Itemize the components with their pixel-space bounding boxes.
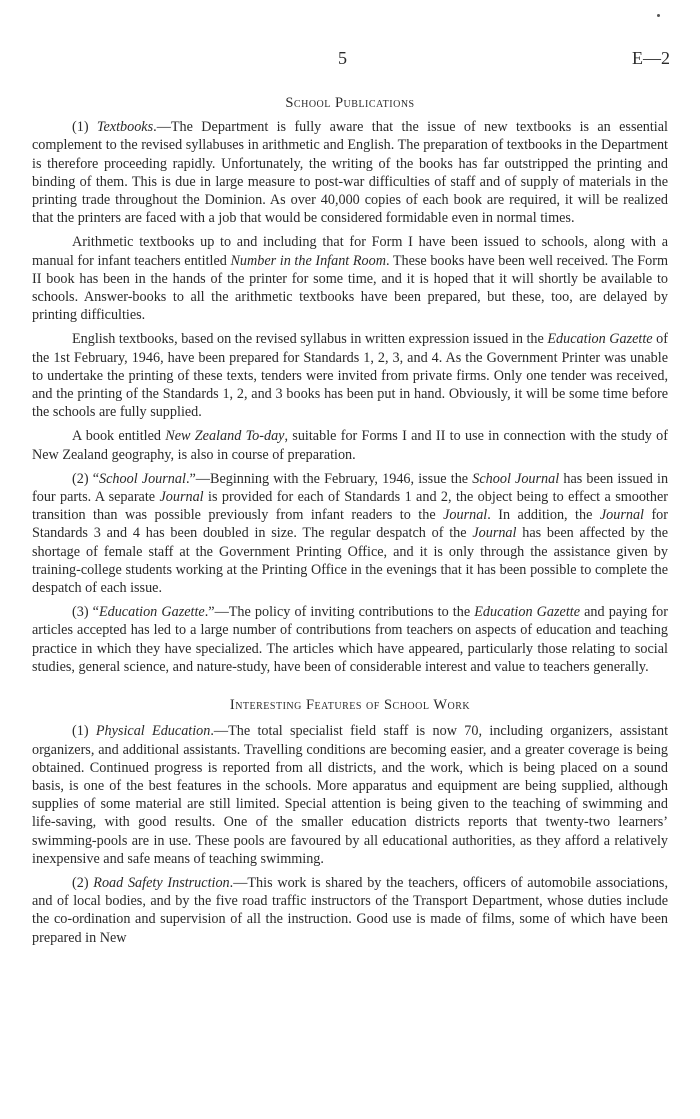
paragraph-physical-education	[32, 722, 668, 868]
paragraph-education-gazette	[32, 603, 668, 676]
paragraph-text: A book entitled	[72, 428, 166, 445]
paragraph-text: has been issued in four parts. A separate	[32, 470, 669, 506]
paragraph-text: . These books have been well received. The Form II book has been in the hands of the printer for some time, and it is hoped that it will shortly be available to schools. Answer-books to all the arithmetic textbooks have been prepared, but these, too, are delayed by printing difficulties.	[32, 252, 668, 324]
paragraph-text: and paying for articles accepted has led to a large number of contributions from teachers on aspects of education and teaching practice in which they have specialized. The articles which have appeared, particularly those relating to social studies, general science, and nature-study, have been of considerable interest and value to teachers generally.	[32, 604, 668, 675]
item-number: (2) “	[72, 470, 100, 487]
item-title: School Journal	[99, 470, 186, 487]
publication-title: Journal	[599, 507, 644, 524]
paragraph-text: The Department is fully aware that the issue of new textbooks is an essential complement to the revised syllabuses in arithmetic and English. The preparation of textbooks in the Department is therefore proceeding rapidly. Unfortunately, the writing of the books has far outstripped the printing and binding of them. This is due in large measure to post-war difficulties of staff and of supply of materials in the printing trade throughout the Dominion. As over 40,000 copies of each book are required, it will be realized that the printers are faced with a job that would be considered formidable even in normal times.	[32, 119, 668, 227]
page-number: 5	[338, 48, 347, 68]
paragraph-road-safety	[32, 874, 668, 947]
item-dash: .—	[210, 723, 229, 740]
item-number: (2)	[72, 874, 94, 891]
item-number: (3) “	[72, 604, 99, 621]
publication-title: Journal	[159, 489, 204, 506]
paragraph-text: Beginning with the February, 1946, issue the	[209, 470, 473, 487]
section-heading-interesting-features: Interesting Features of School Work	[229, 697, 471, 714]
item-dash: .”—	[204, 604, 229, 621]
publication-title: Journal	[472, 525, 517, 542]
document-body	[32, 94, 668, 953]
corner-dot	[657, 14, 660, 17]
paragraph-school-journal	[32, 470, 668, 597]
page-header	[0, 48, 700, 72]
item-dash: .—	[229, 874, 248, 891]
item-title: Education Gazette	[98, 604, 205, 621]
publication-title: Journal	[443, 507, 488, 524]
paragraph-text: , suitable for Forms I and II to use in connection with the study of New Zealand geography, is also in course of preparation.	[32, 428, 668, 463]
paragraph-arithmetic-textbooks	[32, 233, 668, 324]
section-code: E—2	[632, 48, 670, 68]
item-title: Physical Education	[95, 723, 211, 740]
book-title: New Zealand To-day	[165, 428, 285, 445]
item-dash: .”—	[185, 470, 210, 487]
section-heading-school-publications: School Publications	[285, 95, 415, 111]
item-title: Road Safety Instruction	[93, 874, 230, 891]
paragraph-text: of the 1st February, 1946, have been prepared for Standards 1, 2, 3, and 4. As the Government Printer was unable to undertake the printing of these texts, tenders were invited from private firms. Only one tender was received, and the printing of the Standards 1, 2, and 3 books has been put in hand. Obviously, it will be some time before the schools are fully supplied.	[32, 331, 668, 421]
paragraph-text: This work is shared by the teachers, officers of automobile associations, and of local bodies, and by the five road traffic instructors of the Transport Department, whose duties include the co-ordination and supervision of all the instruction. Good use is made of films, some of which have been prepared in New	[32, 874, 668, 946]
paragraph-text: Arithmetic textbooks up to and including that for Form I have been issued to schools, along with a manual for infant teachers entitled	[32, 234, 668, 269]
paragraph-text: . In addition, the	[487, 507, 600, 524]
paragraph-text: is provided for each of Standards 1 and 2, the object being to effect a smoother transition than was possible previously from infant readers to the	[32, 489, 668, 524]
paragraph-text: The total specialist field staff is now 70, including organizers, assistant organizers, and additional assistants. Travelling conditions are becoming easier, and a greater coverage is being obtained. Continued progress is reported from all districts, and the work, which is being placed on a sound basis, is one of the best features in the schools. More apparatus and equipment are being supplied, although supplies of some material are still limited. Special attention is being given to the teaching of swimming and life-saving, with good results. One of the smaller education districts reports that twenty-two learners’ swimming-pools are in use. These pools are favoured by all educational authorities, as they afford a relatively inexpensive and safe means of teaching swimming.	[32, 723, 669, 867]
paragraph-english-textbooks	[32, 330, 668, 421]
item-title: Textbooks	[96, 119, 154, 136]
paragraph-text: English textbooks, based on the revised syllabus in written expression issued in the	[72, 331, 548, 348]
paragraph-textbooks	[32, 118, 668, 227]
publication-title: School Journal	[472, 470, 560, 487]
paragraph-text: The policy of inviting contributions to the	[228, 604, 475, 621]
item-number: (1)	[72, 723, 96, 740]
paragraph-new-zealand-today	[32, 427, 668, 463]
book-title: Number in the Infant Room	[230, 252, 386, 269]
item-number: (1)	[72, 119, 97, 136]
publication-title: Education Gazette	[474, 604, 581, 621]
item-dash: .—	[153, 119, 171, 136]
paragraph-text: for Standards 3 and 4 has been doubled in size. The regular despatch of the	[32, 507, 668, 542]
publication-title: Education Gazette	[547, 331, 653, 348]
paragraph-text: has been affected by the shortage of female staff at the Government Printing Office, and it is only through the assistance given by training-college students working at the Printing Office in the evenings that it has been possible to complete the despatch of each issue.	[32, 525, 668, 597]
